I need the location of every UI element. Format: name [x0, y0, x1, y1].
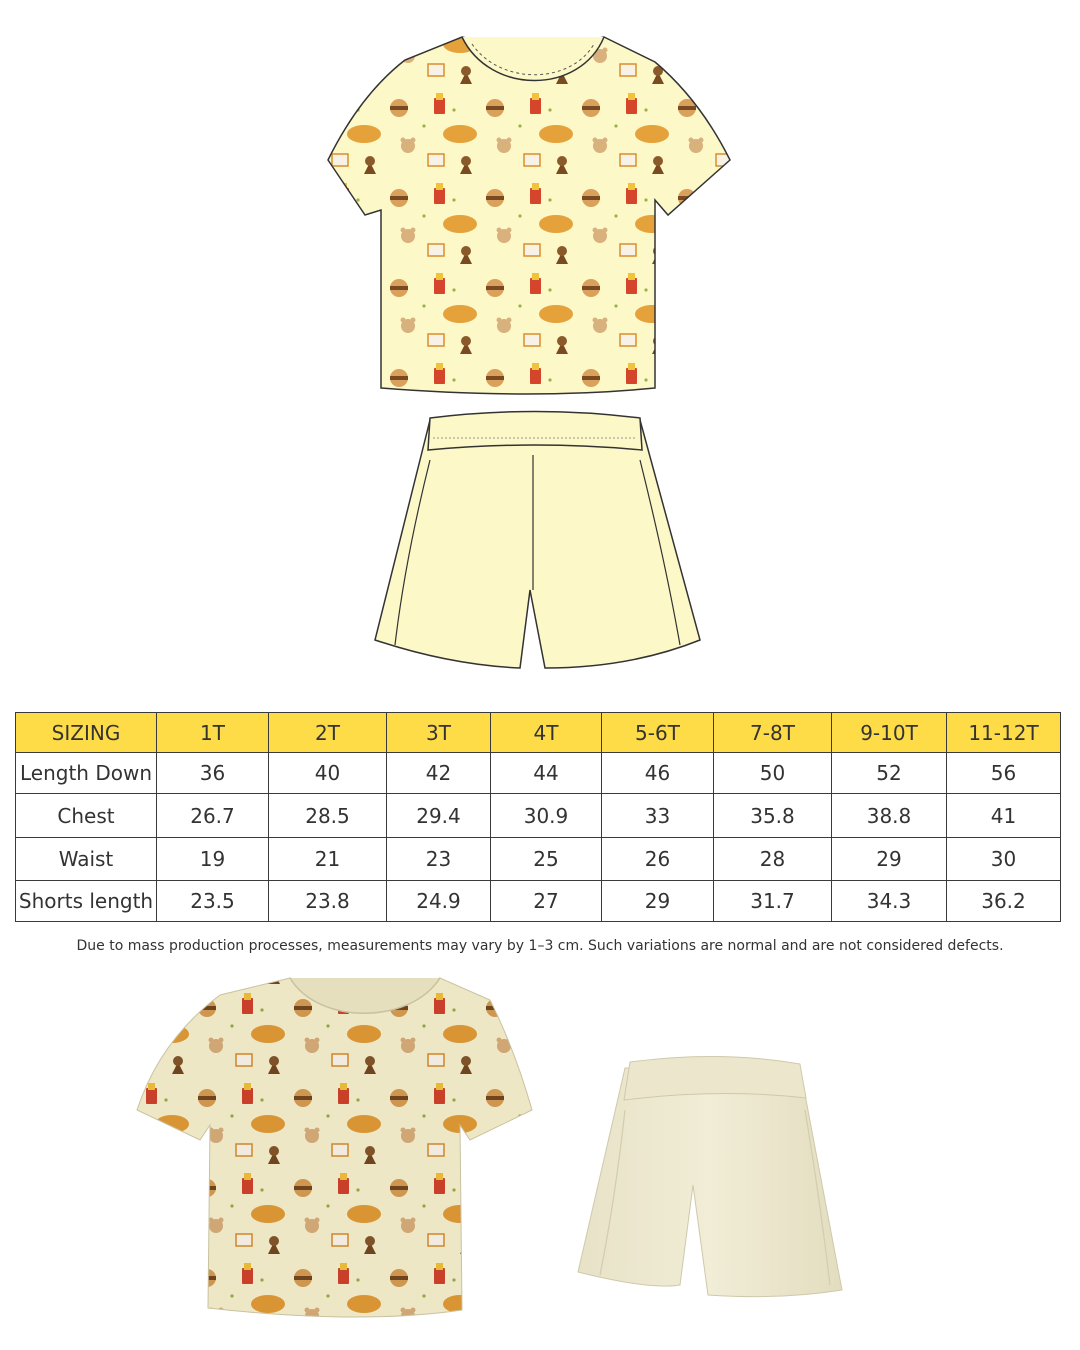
header-size: 11-12T [947, 713, 1061, 753]
table-cell: 52 [832, 753, 947, 794]
sketch-shorts [375, 412, 700, 669]
table-cell: 29 [832, 838, 947, 881]
table-cell: 25 [491, 838, 602, 881]
table-cell: 23.8 [269, 881, 387, 922]
table-cell: 34.3 [832, 881, 947, 922]
table-cell: 23 [387, 838, 491, 881]
header-size: 4T [491, 713, 602, 753]
table-cell: 28.5 [269, 794, 387, 838]
table-cell: 50 [714, 753, 832, 794]
table-cell: 19 [157, 838, 269, 881]
table-cell: 26.7 [157, 794, 269, 838]
header-size: 7-8T [714, 713, 832, 753]
row-label: Shorts length [16, 881, 157, 922]
size-header-row [16, 713, 1061, 753]
table-row [16, 753, 1061, 794]
table-row [16, 794, 1061, 838]
size-chart-table [15, 712, 1061, 922]
table-cell: 28 [714, 838, 832, 881]
table-cell: 42 [387, 753, 491, 794]
sketch-tshirt [328, 37, 730, 394]
table-row [16, 881, 1061, 922]
table-cell: 35.8 [714, 794, 832, 838]
table-cell: 40 [269, 753, 387, 794]
row-label: Chest [16, 794, 157, 838]
table-cell: 26 [602, 838, 714, 881]
table-cell: 46 [602, 753, 714, 794]
table-cell: 24.9 [387, 881, 491, 922]
header-size: 1T [157, 713, 269, 753]
table-cell: 36.2 [947, 881, 1061, 922]
table-cell: 29 [602, 881, 714, 922]
header-size: 2T [269, 713, 387, 753]
table-cell: 56 [947, 753, 1061, 794]
table-cell: 41 [947, 794, 1061, 838]
table-row [16, 838, 1061, 881]
header-size: 5-6T [602, 713, 714, 753]
table-cell: 30.9 [491, 794, 602, 838]
table-cell: 23.5 [157, 881, 269, 922]
table-cell: 33 [602, 794, 714, 838]
table-cell: 27 [491, 881, 602, 922]
header-sizing: SIZING [16, 713, 157, 753]
table-cell: 29.4 [387, 794, 491, 838]
row-label: Waist [16, 838, 157, 881]
table-cell: 36 [157, 753, 269, 794]
table-cell: 38.8 [832, 794, 947, 838]
header-size: 9-10T [832, 713, 947, 753]
table-cell: 44 [491, 753, 602, 794]
header-size: 3T [387, 713, 491, 753]
table-cell: 31.7 [714, 881, 832, 922]
measurement-note: Due to mass production processes, measurements may vary by 1–3 cm. Such variations are normal and are not considered defects. [76, 938, 1004, 954]
photo-tshirt [137, 978, 532, 1317]
table-cell: 21 [269, 838, 387, 881]
table-cell: 30 [947, 838, 1061, 881]
photo-shorts [578, 1056, 842, 1296]
row-label: Length Down [16, 753, 157, 794]
